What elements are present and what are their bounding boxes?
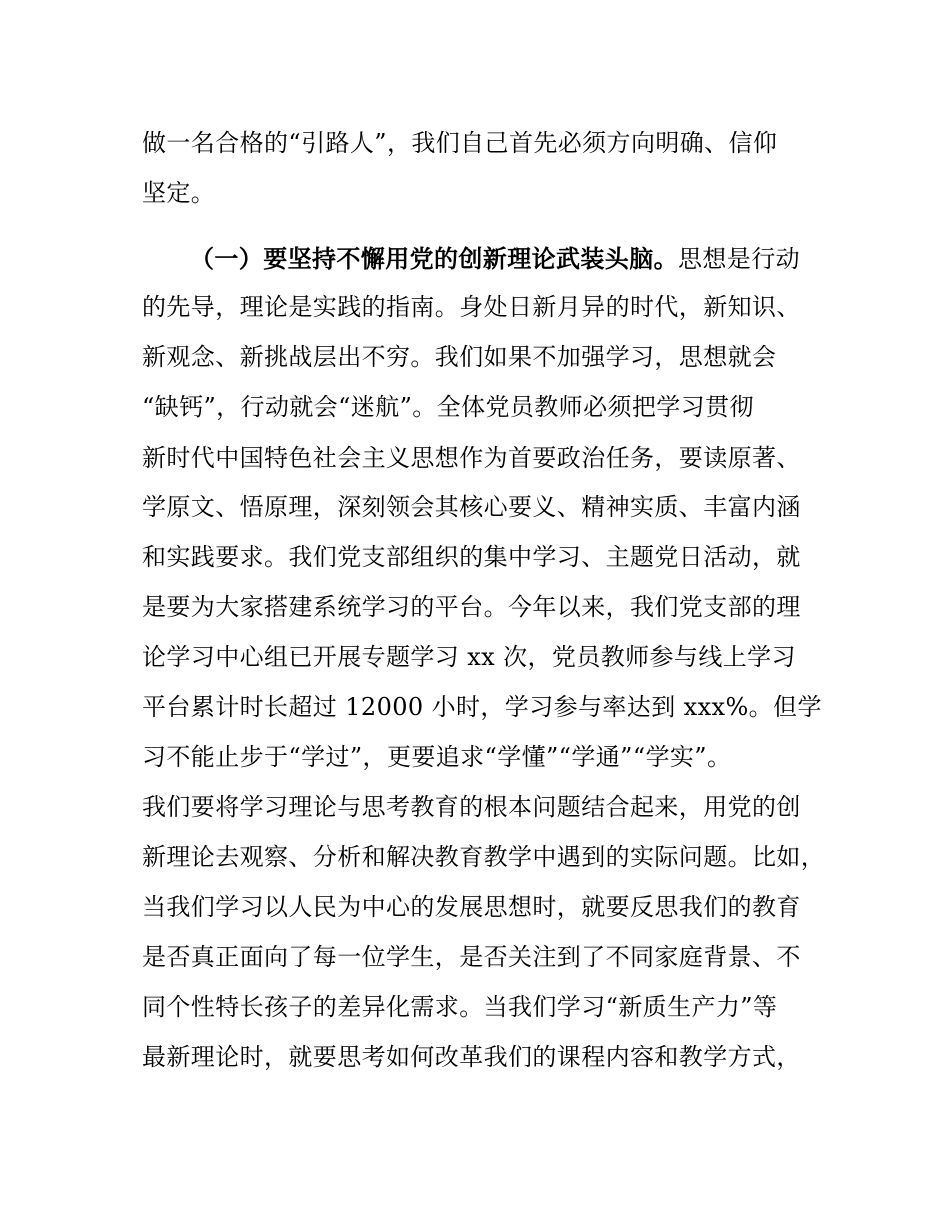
section-heading: （一）要坚持不懈用党的创新理论武装头脑。 (190, 245, 678, 273)
text-line: 习不能止步于“学过”，更要追求“学懂”“学通”“学实”。 (142, 743, 732, 771)
section-first-line (190, 244, 800, 274)
text-line: 新时代中国特色社会主义思想作为首要政治任务，要读原著、 (142, 444, 801, 472)
text-line: 新理论去观察、分析和解决教育教学中遇到的实际问题。比如， (142, 843, 826, 871)
text-run: 思想是行动 (678, 245, 800, 273)
text-line: 学原文、悟原理，深刻领会其核心要义、精神实质、丰富内涵 (142, 493, 801, 521)
text-line: 坚定。 (142, 179, 216, 207)
text-line: 的先导，理论是实践的指南。身处日新月异的时代，新知识、 (142, 293, 801, 321)
text-line: 做一名合格的“引路人”，我们自己首先必须方向明确、信仰 (142, 129, 778, 157)
text-line: 是否真正面向了每一位学生，是否关注到了不同家庭背景、不 (142, 943, 801, 971)
text-line: 最新理论时，就要思考如何改革我们的课程内容和教学方式， (142, 1043, 801, 1071)
text-line: 和实践要求。我们党支部组织的集中学习、主题党日活动，就 (142, 543, 801, 571)
text-line: 论学习中心组已开展专题学习 xx 次，党员教师参与线上学习 (142, 643, 796, 671)
text-line: 是要为大家搭建系统学习的平台。今年以来，我们党支部的理 (142, 593, 801, 621)
text-line: 同个性特长孩子的差异化需求。当我们学习“新质生产力”等 (142, 993, 778, 1021)
text-line: 新观念、新挑战层出不穷。我们如果不加强学习，思想就会 (142, 343, 777, 371)
text-line: “缺钙”，行动就会“迷航”。全体党员教师必须把学习贯彻 (142, 393, 754, 421)
text-line: 平台累计时长超过 12000 小时，学习参与率达到 xxx%。但学 (142, 693, 822, 721)
text-line: 我们要将学习理论与思考教育的根本问题结合起来，用党的创 (142, 793, 801, 821)
text-line: 当我们学习以人民为中心的发展思想时，就要反思我们的教育 (142, 893, 801, 921)
